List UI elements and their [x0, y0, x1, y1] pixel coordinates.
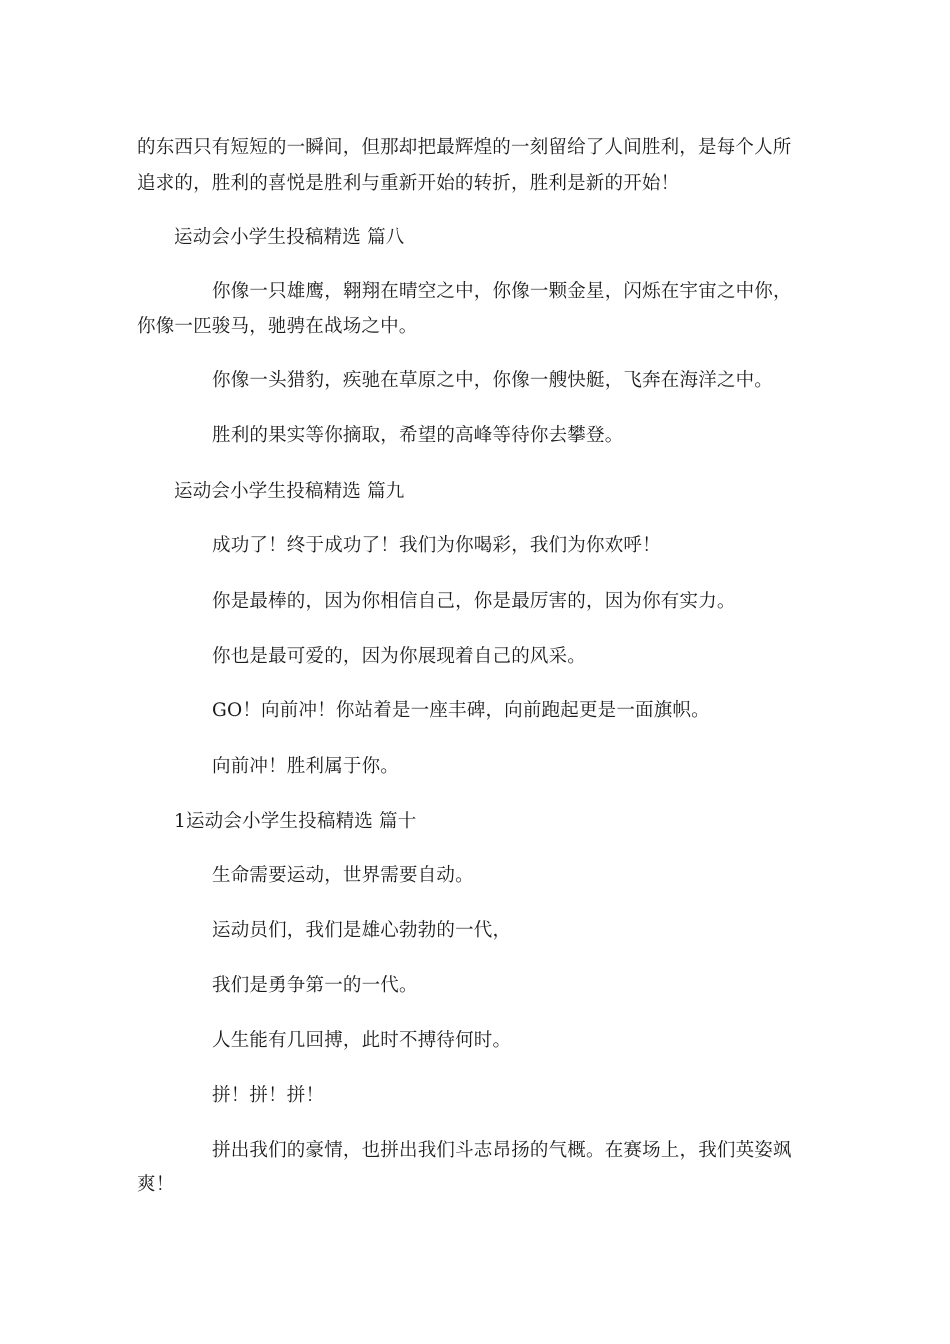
section-10-paragraph-1: 生命需要运动，世界需要自动。	[212, 865, 474, 886]
section-10-paragraph-4: 人生能有几回搏，此时不搏待何时。	[212, 1030, 512, 1051]
section-8-heading: 运动会小学生投稿精选 篇八	[174, 227, 405, 248]
section-10-paragraph-3: 我们是勇争第一的一代。	[212, 975, 418, 996]
section-9-heading: 运动会小学生投稿精选 篇九	[174, 481, 405, 502]
section-8-paragraph-2: 你像一头猎豹，疾驰在草原之中，你像一艘快艇，飞奔在海洋之中。	[212, 370, 774, 391]
section-10-heading: 1运动会小学生投稿精选 篇十	[174, 811, 417, 832]
section-8-paragraph-1-line-1: 你像一只雄鹰，翱翔在晴空之中，你像一颗金星，闪烁在宇宙之中你，	[212, 281, 792, 302]
section-10-paragraph-2: 运动员们，我们是雄心勃勃的一代，	[212, 920, 512, 941]
section-8-paragraph-1-line-2: 你像一匹骏马，驰骋在战场之中。	[137, 316, 418, 337]
section-10-paragraph-5: 拼！拼！拼！	[212, 1085, 325, 1106]
intro-paragraph-line-2: 追求的，胜利的喜悦是胜利与重新开始的转折，胜利是新的开始！	[137, 173, 680, 194]
section-9-paragraph-5: 向前冲！胜利属于你。	[212, 756, 400, 777]
section-9-paragraph-1: 成功了！终于成功了！我们为你喝彩，我们为你欢呼！	[212, 535, 661, 556]
intro-paragraph-line-1: 的东西只有短短的一瞬间，但那却把最辉煌的一刻留给了人间胜利，是每个人所	[137, 137, 792, 158]
section-9-paragraph-4: GO！向前冲！你站着是一座丰碑，向前跑起更是一面旗帜。	[212, 700, 710, 721]
section-8-paragraph-3: 胜利的果实等你摘取，希望的高峰等待你去攀登。	[212, 425, 624, 446]
section-10-paragraph-6-line-1: 拼出我们的豪情，也拼出我们斗志昂扬的气概。在赛场上，我们英姿飒	[212, 1140, 792, 1161]
section-9-paragraph-3: 你也是最可爱的，因为你展现着自己的风采。	[212, 646, 587, 667]
section-10-paragraph-6-line-2: 爽！	[137, 1174, 175, 1195]
section-9-paragraph-2: 你是最棒的，因为你相信自己，你是最厉害的，因为你有实力。	[212, 591, 736, 612]
